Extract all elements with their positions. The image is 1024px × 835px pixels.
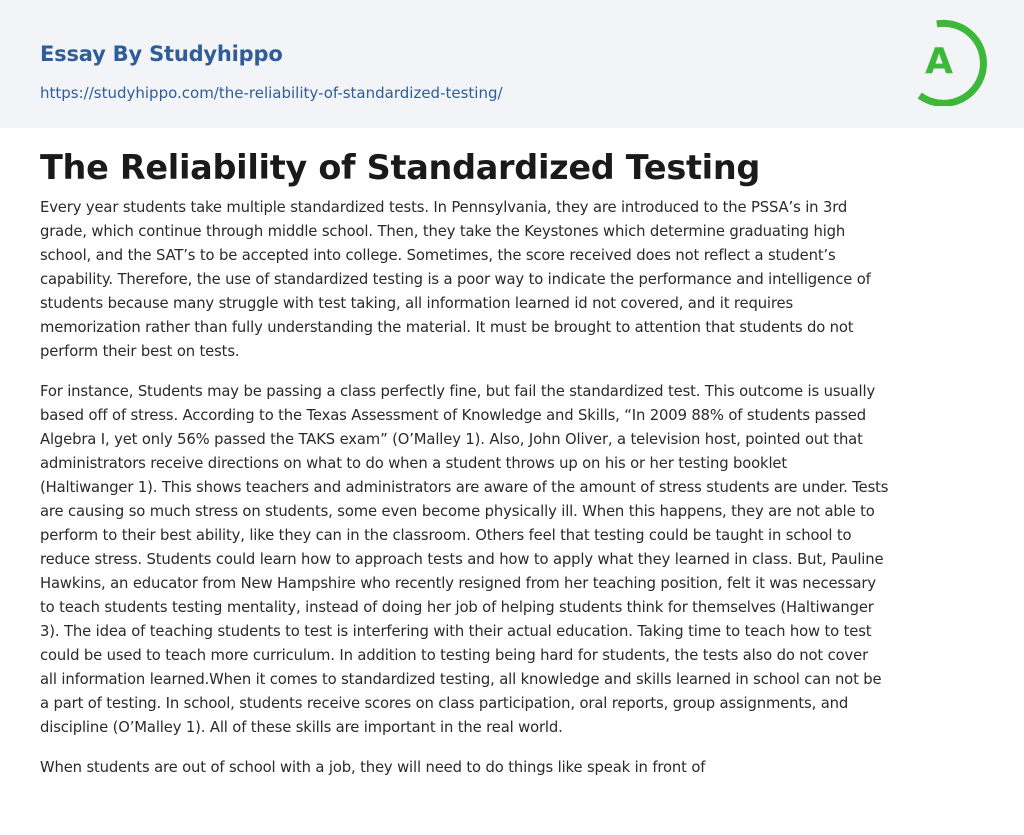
essay-url-link[interactable]: https://studyhippo.com/the-reliability-of-standardized-testing/ [40, 84, 503, 102]
studyhippo-logo-icon[interactable] [910, 18, 988, 106]
logo-letter: A [925, 41, 953, 82]
essay-paragraph: When students are out of school with a job, they will need to do things like speak in front of [40, 759, 706, 776]
article [0, 148, 1024, 780]
brand-title[interactable]: Essay By Studyhippo [40, 42, 283, 66]
essay-paragraph: Every year students take multiple standardized tests. In Pennsylvania, they are introduced to the PSSA’s in 3rd grade, which continue through middle school. Then, they take the Keystones which determine graduating high school, and the SAT’s to be accepted into college. Sometimes, the score received does not reflect a student’s capability. Therefore, the use of standardized testing is a poor way to indicate the performance and intelligence of students because many struggle with test taking, all information learned id not covered, and it requires memorization rather than fully understanding the material. It must be brought to attention that students do not perform their best on tests. [40, 199, 871, 360]
essay-paragraph: For instance, Students may be passing a class perfectly fine, but fail the standardized test. This outcome is usually based off of stress. According to the Texas Assessment of Knowledge and Skills, “In 2009 88% of students passed Algebra I, yet only 56% passed the TAKS exam” (O’Malley 1). Also, John Oliver, a television host, pointed out that administrators receive directions on what to do when a student throws up on his or her testing booklet (Haltiwanger 1). This shows teachers and administrators are aware of the amount of stress students are under. Tests are causing so much stress on students, some even become physically ill. When this happens, they are not able to perform to their best ability, like they can in the classroom. Others feel that testing could be taught in school to reduce stress. Students could learn how to approach tests and how to apply what they learned in class. But, Pauline Hawkins, an educator from New Hampshire who recently resigned from her teaching position, felt it was necessary to teach students testing mentality, instead of doing her job of helping students think for themselves (Haltiwanger 3). The idea of teaching students to test is interfering with their actual education. Taking time to teach how to test could be used to teach more curriculum. In addition to testing being hard for students, the tests also do not cover all information learned.When it comes to standardized testing, all knowledge and skills learned in school can not be a part of testing. In school, students receive scores on class participation, oral reports, group assignments, and discipline (O’Malley 1). All of these skills are important in the real world. [40, 383, 889, 736]
site-header [0, 0, 1024, 128]
essay-title: The Reliability of Standardized Testing [40, 148, 761, 187]
